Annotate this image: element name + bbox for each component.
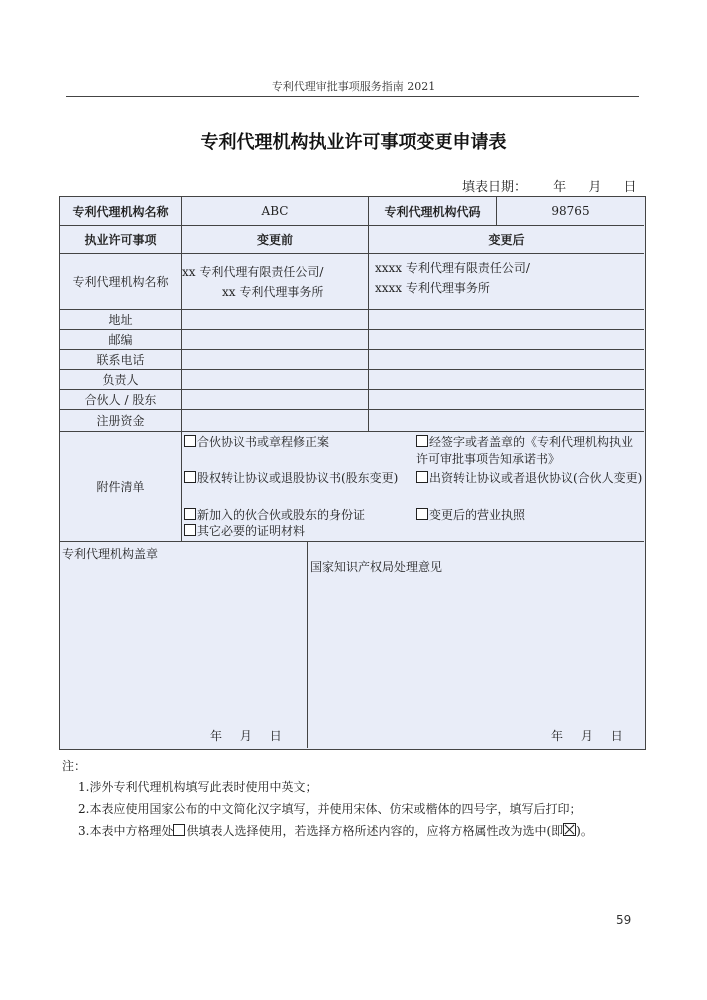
note-3 xyxy=(78,822,593,839)
row-label-postcode: 邮编 xyxy=(60,330,182,350)
capital-after[interactable] xyxy=(369,410,644,432)
attachment-text: 变更后的营业执照 xyxy=(429,508,526,522)
principal-before[interactable] xyxy=(182,370,369,390)
checkbox-icon[interactable] xyxy=(416,471,428,483)
attachment-text: 出资转让协议或者退伙协议(合伙人变更) xyxy=(429,471,643,485)
seal-date xyxy=(210,727,282,744)
fill-date-day[interactable]: 日 xyxy=(623,180,637,195)
checkbox-icon[interactable] xyxy=(184,435,196,447)
attachment-item[interactable] xyxy=(416,434,644,468)
attachment-text: 新加入的伙合伙或股东的身份证 xyxy=(197,508,366,522)
fill-date-label: 填表日期： xyxy=(462,180,528,195)
running-header: 专利代理审批事项服务指南 2021 xyxy=(271,80,436,93)
row-label-partners: 合伙人 / 股东 xyxy=(60,390,182,410)
opinion-month: 月 xyxy=(580,729,593,743)
agency-name-before[interactable] xyxy=(182,254,369,310)
form-title: 专利代理机构执业许可事项变更申请表 xyxy=(200,132,507,153)
note-3-part-a: 3.本表中方格理处 xyxy=(78,824,174,838)
header-divider xyxy=(66,96,639,97)
agency-seal-area[interactable] xyxy=(60,542,308,748)
checkbox-icon[interactable] xyxy=(184,524,196,536)
before-change-header: 变更前 xyxy=(182,226,369,254)
agency-code-value[interactable]: 98765 xyxy=(497,197,644,226)
checkbox-icon[interactable] xyxy=(184,508,196,520)
row-label-principal: 负责人 xyxy=(60,370,182,390)
row-label-phone: 联系电话 xyxy=(60,350,182,370)
partners-after[interactable] xyxy=(369,390,644,410)
attachment-item[interactable] xyxy=(416,507,525,524)
principal-after[interactable] xyxy=(369,370,644,390)
agency-code-label: 专利代理机构代码 xyxy=(369,197,497,226)
row-label-address: 地址 xyxy=(60,310,182,330)
agency-seal-label: 专利代理机构盖章 xyxy=(62,547,159,561)
seal-day: 日 xyxy=(269,729,282,743)
checkbox-icon[interactable] xyxy=(416,435,428,447)
address-after[interactable] xyxy=(369,310,644,330)
opinion-date xyxy=(551,727,623,744)
note-2: 2.本表应使用国家公布的中文简化汉字填写，并使用宋体、仿宋或楷体的四号字，填写后打印； xyxy=(78,802,582,816)
capital-before[interactable] xyxy=(182,410,369,432)
cnipa-opinion-label: 国家知识产权局处理意见 xyxy=(310,560,443,574)
opinion-year: 年 xyxy=(551,729,564,743)
agency-name-after[interactable] xyxy=(369,254,644,310)
checkbox-icon[interactable] xyxy=(416,508,428,520)
phone-after[interactable] xyxy=(369,350,644,370)
attachments-label: 附件清单 xyxy=(60,432,182,542)
opinion-day: 日 xyxy=(610,729,623,743)
seal-year: 年 xyxy=(210,729,223,743)
attachment-item[interactable] xyxy=(184,470,398,487)
note-1: 1.涉外专利代理机构填写此表时使用中英文； xyxy=(78,780,318,794)
attachment-text: 其它必要的证明材料 xyxy=(197,524,306,538)
address-before[interactable] xyxy=(182,310,369,330)
license-item-header: 执业许可事项 xyxy=(60,226,182,254)
agency-name-before-line2: xx 专利代理事务所 xyxy=(222,285,324,299)
row-label-capital: 注册资金 xyxy=(60,410,182,432)
checkbox-icon[interactable] xyxy=(184,471,196,483)
attachment-item[interactable] xyxy=(184,507,365,524)
application-form-table xyxy=(59,196,646,750)
checked-box-icon xyxy=(563,823,576,836)
postcode-after[interactable] xyxy=(369,330,644,350)
attachment-item[interactable] xyxy=(416,470,644,487)
attachment-text: 合伙协议书或章程修正案 xyxy=(197,435,330,449)
attachment-item[interactable] xyxy=(184,434,329,451)
note-3-part-b: 供填表人选择使用，若选择方格所述内容的，应将方格属性改为选中(即 xyxy=(186,824,564,838)
fill-date xyxy=(462,176,636,195)
agency-name-after-line1: xxxx 专利代理有限责任公司/ xyxy=(375,261,530,275)
agency-name-value[interactable]: ABC xyxy=(182,197,369,226)
page-number: 59 xyxy=(616,913,632,927)
after-change-header: 变更后 xyxy=(369,226,644,254)
notes-heading: 注： xyxy=(62,759,87,773)
cnipa-opinion-area[interactable] xyxy=(308,542,644,748)
postcode-before[interactable] xyxy=(182,330,369,350)
fill-date-year[interactable]: 年 xyxy=(553,180,567,195)
attachment-text: 经签字或者盖章的《专利代理机构执业许可审批事项告知承诺书》 xyxy=(416,435,634,466)
attachment-item[interactable] xyxy=(184,523,305,540)
row-label-agency-name: 专利代理机构名称 xyxy=(60,254,182,310)
attachment-text: 股权转让协议或退股协议书(股东变更) xyxy=(197,471,399,485)
agency-name-after-line2: xxxx 专利代理事务所 xyxy=(375,281,490,295)
fill-date-month[interactable]: 月 xyxy=(588,180,602,195)
agency-name-label: 专利代理机构名称 xyxy=(60,197,182,226)
note-3-part-c: )。 xyxy=(576,824,593,838)
empty-checkbox-icon xyxy=(173,824,185,836)
agency-name-before-line1: xx 专利代理有限责任公司/ xyxy=(182,265,324,279)
seal-month: 月 xyxy=(239,729,252,743)
partners-before[interactable] xyxy=(182,390,369,410)
phone-before[interactable] xyxy=(182,350,369,370)
